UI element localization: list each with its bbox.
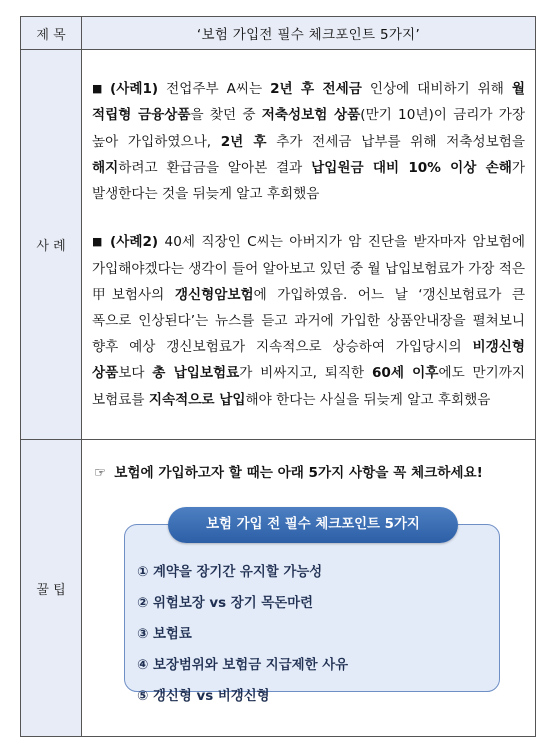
case1-emphasis: 해지 — [92, 159, 119, 176]
case1-emphasis: 2년 후 전세금 — [270, 81, 362, 98]
case2-emphasis: 지속적으로 납입 — [148, 391, 246, 408]
case1-text: 인상에 대비하기 위해 — [361, 81, 512, 98]
title-label: 제 목 — [21, 17, 82, 50]
case1-paragraph — [92, 76, 525, 207]
tips-label: 꿀 팁 — [21, 440, 82, 737]
square-bullet-icon: ■ — [92, 82, 103, 96]
tip-intro — [94, 460, 525, 486]
tip-intro-text: 보험에 가입하고자 할 때는 아래 5가지 사항을 꼭 체크하세요! — [114, 465, 483, 481]
checkpoint-box — [124, 507, 500, 705]
case1-emphasis: 월 적립형 금융상품 — [92, 81, 525, 124]
checkpoint-box-title: 보험 가입 전 필수 체크포인트 5가지 — [168, 507, 458, 543]
case2-tag: (사례2) — [110, 234, 159, 251]
content-table — [20, 16, 536, 737]
case2-emphasis: 갱신형암보험 — [174, 286, 254, 303]
cases-body — [82, 50, 536, 440]
tips-row — [21, 440, 536, 737]
case1-text: 가 발생한다는 것을 뒤늦게 알고 후회했음 — [92, 159, 525, 203]
case1-text: 을 찾던 중 — [190, 107, 262, 124]
checkpoint-item: ③ 보험료 — [137, 627, 192, 643]
tips-body — [82, 440, 536, 737]
case2-text: 에도 만기까지 보험료를 — [92, 365, 525, 408]
case2-text: 가 비싸지고, 퇴직한 — [239, 365, 372, 382]
case1-text: 추가 전세금 납부를 위해 저축성보험을 — [266, 133, 525, 150]
case2-paragraph — [92, 229, 525, 412]
document-sheet — [20, 16, 536, 734]
checkpoint-item: ⑤ 갱신형 vs 비갱신형 — [137, 689, 270, 705]
case2-emphasis: 비갱신형 상품 — [92, 339, 525, 382]
case1-emphasis: 2년 후 — [220, 133, 267, 150]
case2-text: 에 가입하였음. 어느 날 ‘갱신보험료가 큰 폭으로 인상된다’는 뉴스를 듣고 과거에 가입한 상품안내장을 펼쳐보니 향후 예상 갱신보험료가 지속적으로 상승하여 가입당시의 — [92, 286, 525, 356]
case1-emphasis: 저축성보험 상품 — [261, 107, 361, 124]
checkpoint-list — [137, 557, 348, 712]
cases-row — [21, 50, 536, 440]
checkpoint-item: ② 위험보장 vs 장기 목돈마련 — [137, 596, 314, 612]
case2-text: 보다 — [118, 365, 153, 382]
title-row — [21, 17, 536, 50]
case1-text: 하려고 환급금을 알아본 결과 — [118, 159, 312, 176]
cases-label: 사 례 — [21, 50, 82, 440]
checkpoint-item: ④ 보장범위와 보험금 지급제한 사유 — [137, 658, 349, 674]
case1-tag: (사례1) — [110, 81, 159, 98]
pointing-hand-icon: ☞ — [94, 465, 107, 481]
document-title: ‘보험 가입전 필수 체크포인트 5가지’ — [82, 17, 536, 50]
case1-emphasis: 납입원금 대비 10% 이상 손해 — [311, 159, 512, 176]
case2-text: 40세 직장인 C씨는 아버지가 암 진단을 받자마자 암보험에 가입해야겠다는 생각이 들어 알아보고 있던 중 월 납입보험료가 가장 적은 甲보험사의 — [92, 234, 525, 303]
case2-text: 해야 한다는 사실을 뒤늦게 알고 후회했음 — [245, 391, 491, 408]
case2-emphasis: 총 납입보험료 — [152, 365, 240, 382]
case1-text: 전업주부 A씨는 — [158, 81, 271, 98]
checkpoint-item: ① 계약을 장기간 유지할 가능성 — [137, 565, 323, 581]
square-bullet-icon: ■ — [92, 235, 103, 249]
case2-emphasis: 60세 이후 — [371, 365, 439, 382]
case1-text: (만기 10년)이 금리가 가장 높아 가입하였으나, — [92, 107, 525, 150]
